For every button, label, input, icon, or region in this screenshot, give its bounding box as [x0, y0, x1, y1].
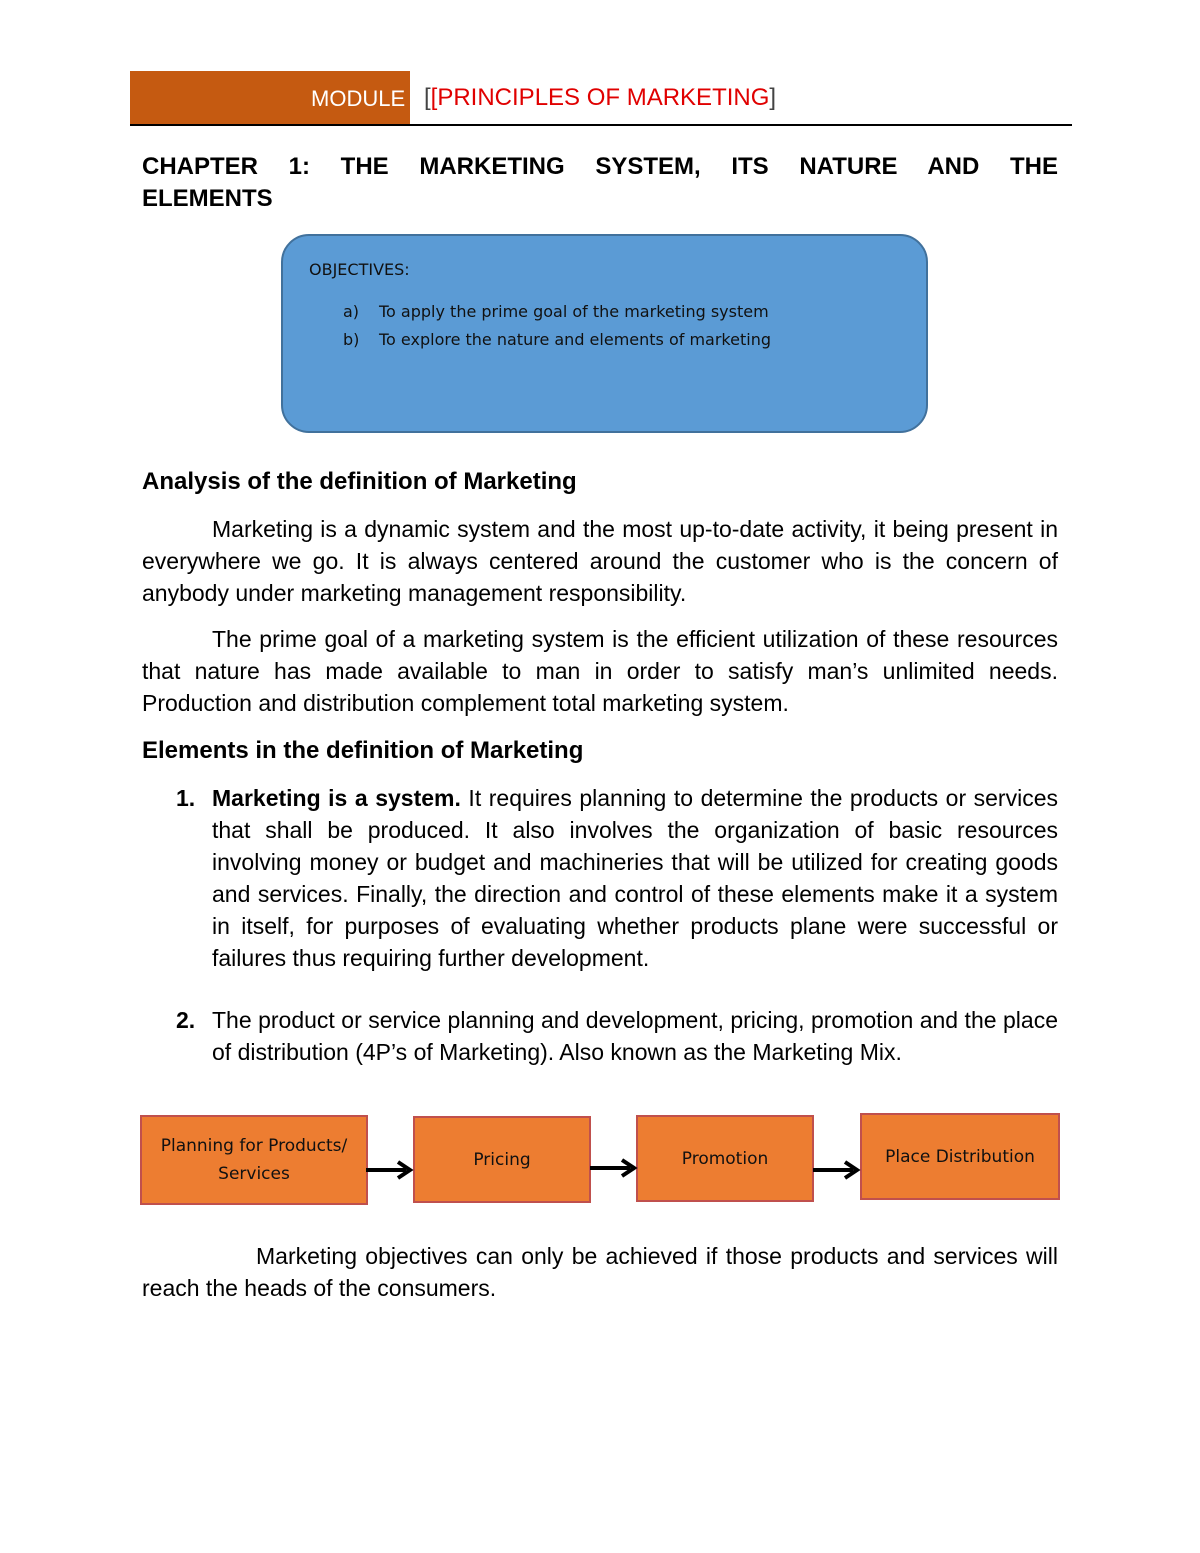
objectives-box: [281, 234, 928, 433]
paragraph-text: The prime goal of a marketing system is the efficient utilization of these resources that nature has made available to man in order to satisfy man’s unlimited needs. Production and distribution complement total marketing system.: [142, 626, 1058, 716]
flow-arrow: [813, 1160, 863, 1180]
flow-box-place: Place Distribution: [860, 1113, 1060, 1200]
closing-paragraph: [142, 1240, 1058, 1304]
flow-arrow: [366, 1160, 416, 1180]
list-number: 1.: [176, 785, 196, 811]
list-text: It requires planning to determine the products or services that shall be produced. It also involves the organization of basic resources involving money or budget and machineries that will be utilized for creating goods and services. Finally, the direction and control of these elements make it a system in itself, for purposes of evaluating whether products plane were successful or failures thus requiring further development.: [212, 785, 1058, 971]
module-label: MODULE: [311, 86, 406, 111]
header-divider: [130, 124, 1072, 126]
list-body: [212, 1004, 1058, 1068]
paragraph: [142, 623, 1058, 719]
section-heading-elements: Elements in the definition of Marketing: [142, 737, 584, 764]
paragraph: [142, 513, 1058, 609]
section-heading-analysis: Analysis of the definition of Marketing: [142, 468, 577, 495]
objective-text: To explore the nature and elements of marketing: [379, 330, 771, 349]
chapter-title-line2: ELEMENTS: [142, 185, 273, 212]
list-bold-lead: Marketing is a system.: [212, 785, 461, 811]
list-text: The product or service planning and development, pricing, promotion and the place of distribution (4P’s of Marketing). Also known as the Marketing Mix.: [212, 1007, 1058, 1065]
module-title: [424, 84, 776, 112]
paragraph-text: Marketing is a dynamic system and the most up-to-date activity, it being present in everywhere we go. It is always centered around the customer who is the concern of anybody under marketing management responsibility.: [142, 516, 1058, 606]
objective-marker: b): [343, 330, 360, 349]
objective-marker: a): [343, 302, 360, 321]
flow-arrow: [590, 1158, 640, 1178]
flow-box-planning: Planning for Products/ Services: [140, 1115, 368, 1205]
module-title-text: [PRINCIPLES OF MARKETING: [430, 84, 770, 111]
objective-text: To apply the prime goal of the marketing system: [379, 302, 769, 321]
flow-box-promotion: Promotion: [636, 1115, 814, 1202]
chapter-title-line1: CHAPTER 1: THE MARKETING SYSTEM, ITS NATURE AND THE: [142, 153, 1058, 180]
objectives-title: OBJECTIVES:: [309, 260, 410, 279]
flow-box-pricing: Pricing: [413, 1116, 591, 1203]
list-number: 2.: [176, 1007, 196, 1033]
bracket-open: [: [424, 84, 431, 111]
list-body: [212, 782, 1058, 974]
closing-text: Marketing objectives can only be achieved if those products and services will reach the heads of the consumers.: [142, 1243, 1058, 1301]
bracket-close: ]: [769, 84, 777, 111]
